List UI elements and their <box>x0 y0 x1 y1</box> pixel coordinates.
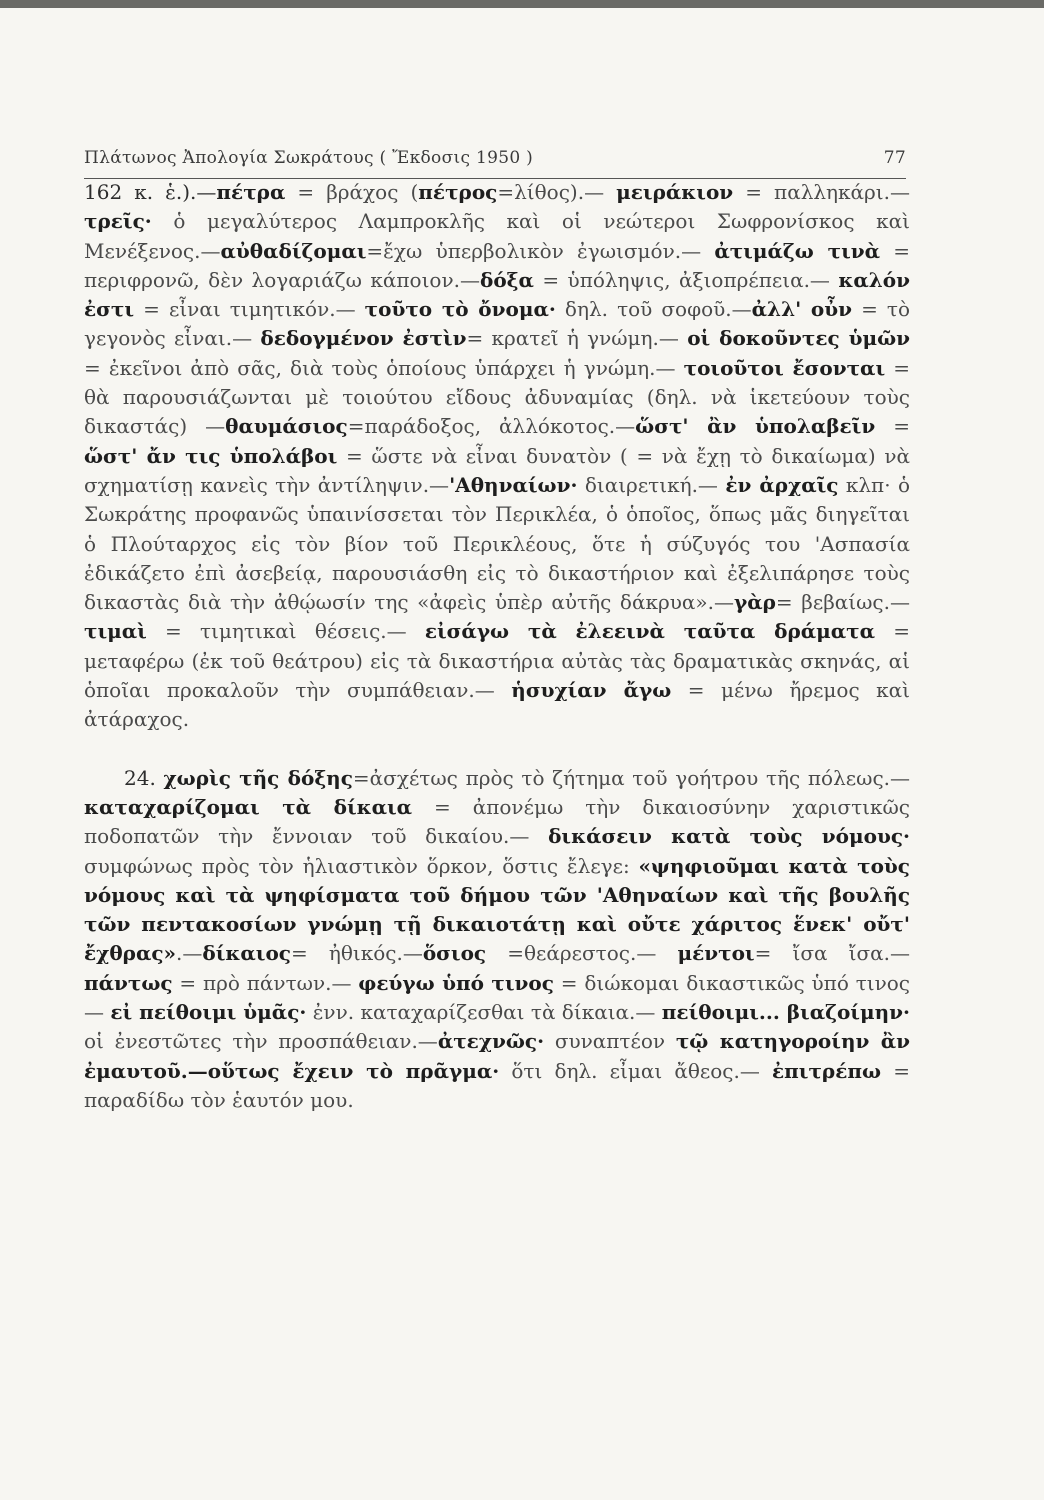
gloss-text: = τιμητικαὶ θέσεις.— <box>146 619 425 644</box>
gloss-text: = θὰ παρουσιάζωνται μὲ τοιούτου εἴδους ἀδυναμίας (δηλ. νὰ ἱκετεύουν τοὺς δικαστάς) — <box>84 355 910 439</box>
gloss-text: =ἀσχέτως πρὸς τὸ ζήτημα τοῦ γοήτρου τῆς πόλεως.— <box>352 765 910 790</box>
lemma-term: ἡσυχίαν ἄγω <box>511 678 672 703</box>
lemma-term: τρεῖς· <box>84 209 152 234</box>
gloss-text: = ἀπονέμω τὴν δικαιοσύνην χαριστικῶς ποδοπατῶν τὴν ἔννοιαν τοῦ δικαίου.— <box>84 794 910 849</box>
gloss-text: = <box>875 414 910 439</box>
gloss-text: ἐνν. καταχαρίζεσθαι τὰ δίκαια.— <box>306 1000 662 1025</box>
lemma-term: ὅσιος <box>422 941 487 966</box>
lemma-term: δικάσειν κατὰ τοὺς νόμους· <box>548 824 910 849</box>
gloss-text: = βράχος ( <box>285 180 419 204</box>
lemma-term: ὥστ' ἂν ὑπολαβεῖν <box>635 414 876 439</box>
running-title: Πλάτωνος Ἀπολογία Σωκράτους ( Ἔκδοσις 1950 ) <box>84 148 534 168</box>
gloss-text: διαιρετική.— <box>577 472 726 497</box>
page-number: 77 <box>883 148 906 168</box>
gloss-text: = περιφρονῶ, δὲν λογαριάζω κάποιον.— <box>84 238 911 292</box>
gloss-text: = βεβαίως.— <box>775 590 910 615</box>
gloss-text: =θεάρεστος.— <box>486 941 678 966</box>
gloss-text: =παράδοξος, ἀλλόκοτος.— <box>347 414 636 439</box>
lemma-term: δόξα <box>479 267 534 292</box>
gloss-text: = ὑπόληψις, ἀξιοπρέπεια.— <box>533 267 839 292</box>
lemma-term: καταχαρίζομαι τὰ δίκαια <box>84 794 413 819</box>
lemma-term: ἀτεχνῶς· <box>437 1029 545 1054</box>
gloss-text: = ἐκεῖνοι ἀπὸ σᾶς, διὰ τοὺς ὁποίους ὑπάρχει ἡ γνώμη.— <box>84 355 684 380</box>
lemma-term: εἰ πείθοιμι ὑμᾶς· <box>110 1000 307 1025</box>
lemma-term: ἀλλ' οὖν <box>751 297 852 322</box>
plain-text: 162 κ. ἑ.).— <box>84 180 217 204</box>
gloss-text: = ὥστε νὰ εἶναι δυνατὸν ( = νὰ ἔχῃ τὸ δικαίωμα) νὰ σχηματίσῃ κανεὶς τὴν ἀντίληψιν.— <box>84 443 911 497</box>
gloss-text: = εἶναι τιμητικόν.— <box>134 297 365 322</box>
lemma-term: δίκαιος <box>202 941 291 966</box>
lemma-term: «ψηφιοῦμαι κατὰ τοὺς νόμους καὶ τὰ ψηφίσματα τοῦ δήμου τῶν 'Αθηναίων καὶ τῆς βουλῆς τῶν πεντακοσίων γνώμῃ τῇ δικαιοτάτῃ καὶ οὔτε χάριτος ἕνεκ' οὔτ' ἔχθρας» <box>84 853 910 966</box>
gloss-text: = πρὸ πάντων.— <box>172 970 359 995</box>
lemma-term: 'Αθηναίων· <box>449 472 578 497</box>
lemma-term: τιμαὶ <box>84 619 147 644</box>
lemma-term: ἀτιμάζω τινὰ <box>714 238 881 263</box>
lemma-term: πείθοιμι... βιαζοίμην· <box>661 1000 911 1025</box>
lemma-term: μειράκιον <box>616 180 734 204</box>
gloss-text: οἱ ἐνεστῶτες τὴν προσπάθειαν.— <box>84 1029 438 1054</box>
gloss-text: = παραδίδω τὸν ἑαυτόν μου. <box>84 1058 910 1112</box>
gloss-text: συναπτέον <box>544 1029 676 1054</box>
gloss-text: κλπ· ὁ Σωκράτης προφανῶς ὑπαινίσσεται τὸν Περικλέα, ὁ ὁποῖος, ὅπως μᾶς διηγεῖται ὁ Πλούταρχος εἰς τὸν βίον τοῦ Περικλέους, ὅτε ἡ σύζυγός του 'Ασπασία ἐδικάζετο ἐπὶ ἀσεβείᾳ, παρουσιάσθη εἰς τὸ δικαστήριον καὶ ἐξελιπάρησε τοὺς δικαστὰς διὰ τὴν ἀθῴωσίν της «ἀφεὶς ὑπὲρ αὐτῆς δάκρυα».— <box>84 472 910 615</box>
lemma-term: ἐπιτρέπω <box>772 1058 882 1083</box>
lemma-term: φεύγω ὑπό τινος <box>358 970 554 995</box>
lemma-term: τοιοῦτοι ἔσονται <box>683 355 886 380</box>
gloss-text: = ἴσα ἴσα.— <box>754 941 910 966</box>
lemma-term: θαυμάσιος <box>225 414 348 439</box>
lemma-term: εἰσάγω τὰ ἐλεεινὰ ταῦτα δράματα <box>424 619 876 644</box>
lemma-term: γὰρ <box>733 590 776 615</box>
gloss-text: = τὸ γεγονὸς εἶναι.— <box>84 297 911 351</box>
lemma-term: ὥστ' ἄν τις ὑπολάβοι <box>84 443 338 468</box>
gloss-text: =ἔχω ὑπερβολικὸν ἐγωισμόν.— <box>366 238 715 263</box>
gloss-text: = διώκομαι δικαστικῶς ὑπό τινος— <box>84 970 910 1025</box>
lemma-term: τοῦτο τὸ ὄνομα· <box>364 297 556 322</box>
lemma-term: μέντοι <box>677 941 755 966</box>
lemma-term: ἐν ἀρχαῖς <box>725 472 839 497</box>
gloss-text: = μένω ἤρεμος καὶ ἀτάραχος. <box>84 678 910 732</box>
lemma-term: δεδογμένον ἐστὶν <box>260 326 467 351</box>
gloss-text: συμφώνως πρὸς τὸν ἡλιαστικὸν ὅρκον, ὅστις ἔλεγε: <box>84 853 639 878</box>
paragraph <box>84 764 910 1116</box>
lemma-term: οἱ δοκοῦντες ὑμῶν <box>687 326 910 351</box>
gloss-text: δηλ. τοῦ σοφοῦ.— <box>555 297 752 322</box>
plain-text: 24. <box>124 765 164 790</box>
gloss-text: ὅτι δηλ. εἶμαι ἄθεος.— <box>499 1058 772 1083</box>
lemma-term: καλόν ἐστι <box>84 267 910 322</box>
gloss-text: ὁ μεγαλύτερος Λαμπροκλῆς καὶ οἱ νεώτεροι Σωφρονίσκος καὶ Μενέξενος.— <box>84 209 910 263</box>
lemma-term: χωρὶς τῆς δόξης <box>163 765 353 790</box>
scan-top-edge <box>0 0 1044 8</box>
commentary-body <box>84 178 910 1115</box>
lemma-term: τῷ κατηγοροίην ἂν ἐμαυτοῦ.—οὕτως ἔχειν τὸ πρᾶγμα· <box>84 1029 910 1083</box>
gloss-text: = παλληκάρι.— <box>733 180 911 204</box>
lemma-term: πάντως <box>84 970 173 995</box>
lemma-term: πέτρος <box>418 180 498 204</box>
gloss-text: = ἠθικός.— <box>290 941 423 966</box>
gloss-text: = μεταφέρω (ἐκ τοῦ θεάτρου) εἰς τὰ δικαστήρια αὐτὰς τὰς δραματικὰς σκηνάς, αἱ ὁποῖαι προκαλοῦν τὴν συμπάθειαν.— <box>84 619 910 703</box>
gloss-text: .— <box>176 941 203 966</box>
gloss-text: = κρατεῖ ἡ γνώμη.— <box>466 326 688 351</box>
gloss-text: =λίθος).— <box>497 180 617 204</box>
lemma-term: πέτρα <box>216 180 286 204</box>
running-head <box>84 148 906 168</box>
lemma-term: αὐθαδίζομαι <box>220 238 367 263</box>
paragraph <box>84 178 910 735</box>
